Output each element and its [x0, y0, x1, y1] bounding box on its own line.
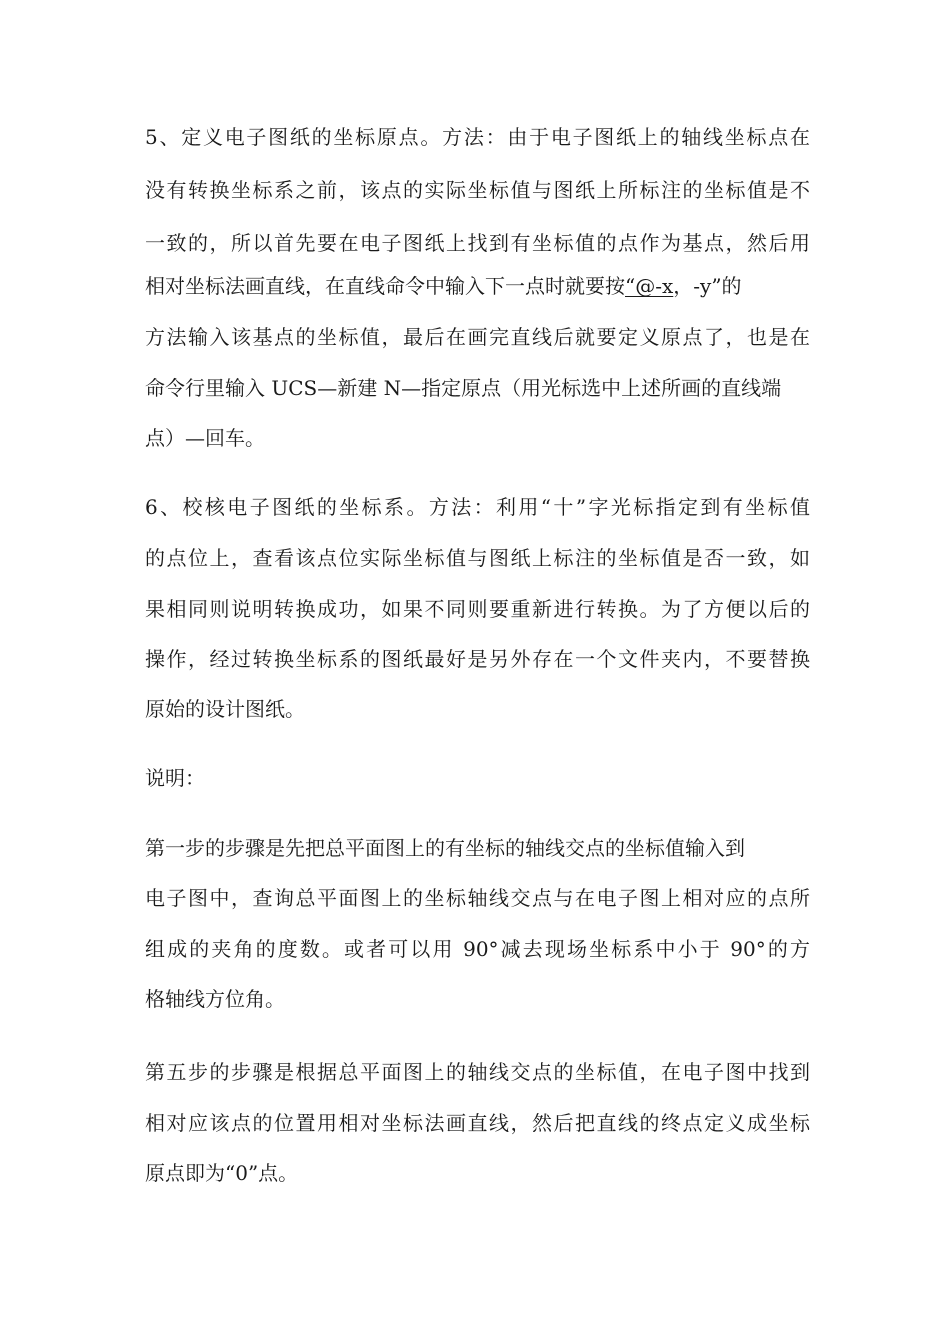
section-6-line-5: 原始的设计图纸。: [145, 697, 305, 721]
note-1-line-1: 第一步的步骤是先把总平面图上的有坐标的轴线交点的坐标值输入到: [145, 836, 745, 860]
section-6-line-1: 6、校核电子图纸的坐标系。方法：利用“十”字光标指定到有坐标值: [145, 495, 810, 519]
section-5-line-6: 命令行里输入 UCS—新建 N—指定原点（用光标选中上述所画的直线端: [145, 376, 782, 400]
note-2-line-1: 第五步的步骤是根据总平面图上的轴线交点的坐标值，在电子图中找到: [145, 1060, 810, 1084]
section-5-line-7: 点）—回车。: [145, 426, 265, 450]
note-1-line-2: 电子图中，查询总平面图上的坐标轴线交点与在电子图上相对应的点所: [145, 886, 810, 910]
section-5-line-5: 方法输入该基点的坐标值，最后在画完直线后就要定义原点了，也是在: [145, 325, 810, 349]
section-5-line-4: [145, 271, 810, 301]
section-5-line-3: 一致的，所以首先要在电子图纸上找到有坐标值的点作为基点，然后用: [145, 231, 810, 255]
section-6-line-3: 果相同则说明转换成功，如果不同则要重新进行转换。为了方便以后的: [145, 597, 810, 621]
section-5-line-1: 5、定义电子图纸的坐标原点。方法：由于电子图纸上的轴线坐标点在: [145, 125, 810, 149]
note-heading: 说明：: [145, 766, 205, 790]
coordinate-input-format: “@-x: [625, 274, 674, 298]
note-1-line-3: 组成的夹角的度数。或者可以用 90°减去现场坐标系中小于 90°的方: [145, 937, 810, 961]
section-5-line-4-text: 相对坐标法画直线，在直线命令中输入下一点时就要按: [145, 274, 625, 298]
note-2-line-2: 相对应该点的位置用相对坐标法画直线，然后把直线的终点定义成坐标: [145, 1111, 810, 1135]
section-5-line-2: 没有转换坐标系之前，该点的实际坐标值与图纸上所标注的坐标值是不: [145, 178, 810, 202]
note-1-line-4: 格轴线方位角。: [145, 987, 285, 1011]
section-6-line-4: 操作，经过转换坐标系的图纸最好是另外存在一个文件夹内，不要替换: [145, 647, 810, 671]
section-6-line-2: 的点位上，查看该点位实际坐标值与图纸上标注的坐标值是否一致，如: [145, 546, 810, 570]
note-2-line-3: 原点即为“0”点。: [145, 1161, 299, 1185]
section-5-line-4-tail: ，-y”的: [673, 274, 742, 298]
